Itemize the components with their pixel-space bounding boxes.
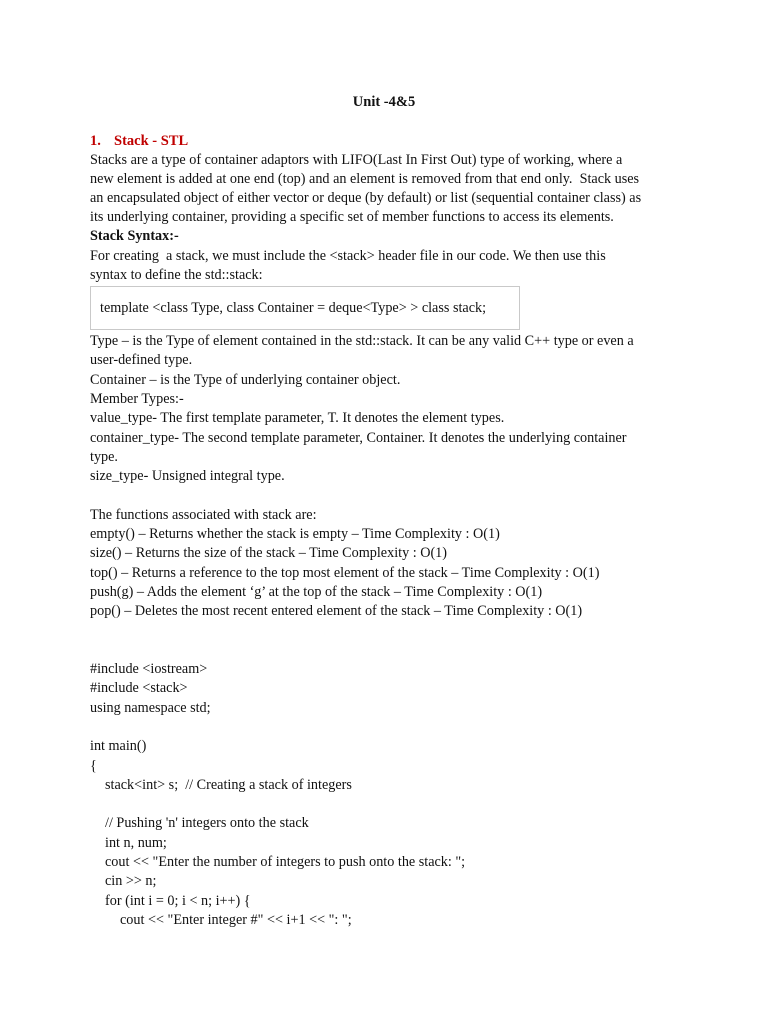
code-line: for (int i = 0; i < n; i++) { [105, 892, 251, 909]
definition-line: type. [90, 449, 118, 465]
code-line: int main() [90, 738, 147, 755]
syntax-desc-line: For creating a stack, we must include the <stack> header file in our code. We then use this [90, 248, 606, 264]
section-title: Stack - STL [114, 133, 189, 149]
definition-line: container_type- The second template parameter, Container. It denotes the underlying container [90, 430, 627, 446]
intro-line: Stacks are a type of container adaptors with LIFO(Last In First Out) type of working, where a [90, 152, 623, 168]
intro-line: new element is added at one end (top) and an element is removed from that end only. Stack uses [90, 171, 640, 187]
intro-line: an encapsulated object of either vector or deque (by default) or list (sequential container class) as [90, 190, 642, 206]
code-line: using namespace std; [90, 699, 211, 716]
syntax-code-box [90, 286, 520, 330]
code-line: { [90, 757, 97, 774]
definition-line: size_type- Unsigned integral type. [90, 468, 285, 484]
function-item: push(g) – Adds the element ‘g’ at the top of the stack – Time Complexity : O(1) [90, 584, 543, 600]
section-number: 1. [90, 133, 101, 149]
unit-title: Unit -4&5 [352, 94, 416, 110]
section-heading [90, 131, 188, 151]
code-line: stack<int> s; // Creating a stack of integers [105, 776, 352, 793]
definition-line: value_type- The first template parameter, T. It denotes the element types. [90, 410, 505, 426]
code-line: #include <iostream> [90, 661, 208, 677]
code-line: cout << "Enter integer #" << i+1 << ": "; [120, 911, 352, 928]
function-item: pop() – Deletes the most recent entered element of the stack – Time Complexity : O(1) [90, 603, 583, 619]
code-line: cout << "Enter the number of integers to push onto the stack: "; [105, 854, 466, 870]
functions-intro: The functions associated with stack are: [90, 507, 317, 523]
code-line: #include <stack> [90, 680, 188, 697]
code-line: int n, num; [105, 834, 167, 851]
definition-line: Type – is the Type of element contained in the std::stack. It can be any valid C++ type or even a [90, 333, 634, 349]
syntax-desc-line: syntax to define the std::stack: [90, 267, 263, 283]
definition-line: user-defined type. [90, 352, 193, 368]
code-line: // Pushing 'n' integers onto the stack [105, 815, 309, 832]
definition-line: Member Types:- [90, 391, 184, 407]
intro-line: its underlying container, providing a specific set of member functions to access its elements. [90, 209, 614, 225]
function-item: empty() – Returns whether the stack is empty – Time Complexity : O(1) [90, 526, 500, 542]
function-item: top() – Returns a reference to the top most element of the stack – Time Complexity : O(1) [90, 565, 600, 581]
definition-line: Container – is the Type of underlying container object. [90, 372, 401, 388]
code-line: cin >> n; [105, 873, 157, 890]
function-item: size() – Returns the size of the stack – Time Complexity : O(1) [90, 545, 447, 561]
syntax-code: template <class Type, class Container = deque<Type> > class stack; [100, 300, 487, 316]
syntax-heading: Stack Syntax:- [90, 228, 179, 244]
